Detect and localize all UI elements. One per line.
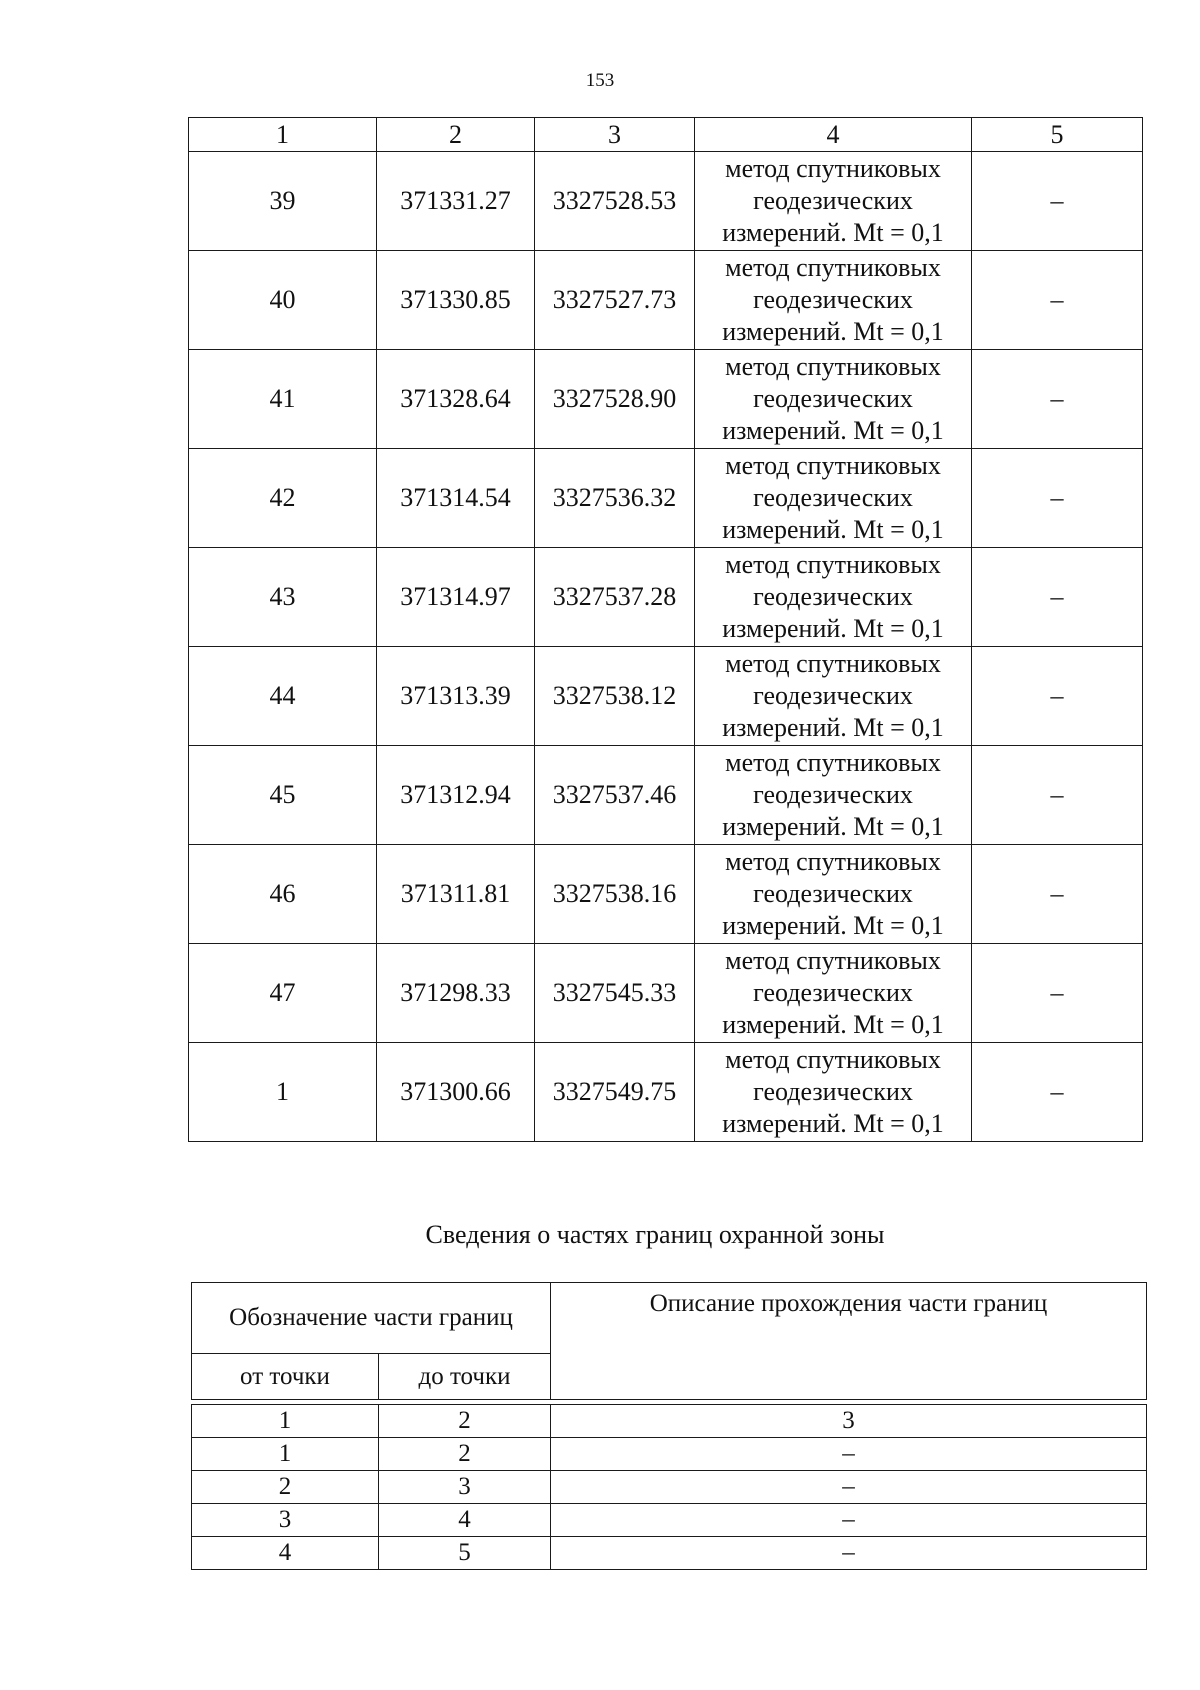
table-row: [189, 251, 1143, 350]
method-cell: [695, 1043, 972, 1142]
x-coordinate: 371311.81: [377, 845, 535, 944]
x-coordinate: 371331.27: [377, 152, 535, 251]
note-cell: –: [972, 449, 1143, 548]
note-cell: –: [972, 1043, 1143, 1142]
to-point: 5: [379, 1537, 551, 1570]
y-coordinate: 3327549.75: [535, 1043, 695, 1142]
description-header: Описание прохождения части границ: [551, 1283, 1147, 1400]
description-cell: –: [551, 1438, 1147, 1471]
to-point: 4: [379, 1504, 551, 1537]
column-number: 1: [189, 118, 377, 152]
method-line: измерений. Mt = 0,1: [722, 812, 944, 841]
method-cell: [695, 944, 972, 1043]
table-row: [189, 350, 1143, 449]
method-cell: [695, 647, 972, 746]
y-coordinate: 3327538.16: [535, 845, 695, 944]
from-point: 2: [192, 1471, 379, 1504]
description-cell: –: [551, 1471, 1147, 1504]
point-number: 41: [189, 350, 377, 449]
y-coordinate: 3327537.28: [535, 548, 695, 647]
column-number: 2: [379, 1405, 551, 1438]
method-cell: [695, 548, 972, 647]
boundary-parts-table: [191, 1282, 1147, 1570]
point-number: 46: [189, 845, 377, 944]
from-point: 4: [192, 1537, 379, 1570]
method-line: измерений. Mt = 0,1: [722, 317, 944, 346]
table-row: [192, 1504, 1147, 1537]
method-line: измерений. Mt = 0,1: [722, 614, 944, 643]
method-line: геодезических: [753, 582, 913, 611]
method-cell: [695, 350, 972, 449]
method-cell: [695, 746, 972, 845]
table-row: [189, 944, 1143, 1043]
method-cell: [695, 251, 972, 350]
method-line: измерений. Mt = 0,1: [722, 911, 944, 940]
table-row: [189, 548, 1143, 647]
note-cell: –: [972, 647, 1143, 746]
x-coordinate: 371328.64: [377, 350, 535, 449]
y-coordinate: 3327538.12: [535, 647, 695, 746]
method-line: геодезических: [753, 483, 913, 512]
table-row: [189, 152, 1143, 251]
point-number: 39: [189, 152, 377, 251]
point-number: 40: [189, 251, 377, 350]
point-number: 43: [189, 548, 377, 647]
column-number-row: [192, 1405, 1147, 1438]
note-cell: –: [972, 251, 1143, 350]
column-number: 5: [972, 118, 1143, 152]
page-number: 153: [585, 70, 615, 91]
table-row: [189, 647, 1143, 746]
point-number: 1: [189, 1043, 377, 1142]
note-cell: –: [972, 845, 1143, 944]
from-point-header: от точки: [192, 1354, 379, 1400]
method-line: геодезических: [753, 285, 913, 314]
table-row: [189, 1043, 1143, 1142]
method-line: метод спутниковых: [725, 253, 941, 282]
method-cell: [695, 449, 972, 548]
x-coordinate: 371300.66: [377, 1043, 535, 1142]
method-line: измерений. Mt = 0,1: [722, 416, 944, 445]
to-point: 2: [379, 1438, 551, 1471]
y-coordinate: 3327528.53: [535, 152, 695, 251]
method-line: геодезических: [753, 384, 913, 413]
method-line: геодезических: [753, 780, 913, 809]
from-point: 1: [192, 1438, 379, 1471]
point-number: 42: [189, 449, 377, 548]
method-line: метод спутниковых: [725, 748, 941, 777]
coordinates-table: [188, 117, 1143, 1142]
method-line: метод спутниковых: [725, 946, 941, 975]
description-cell: –: [551, 1504, 1147, 1537]
method-line: геодезических: [753, 978, 913, 1007]
from-point: 3: [192, 1504, 379, 1537]
column-number: 4: [695, 118, 972, 152]
point-number: 47: [189, 944, 377, 1043]
table-header-row: [189, 118, 1143, 152]
method-line: геодезических: [753, 1077, 913, 1106]
y-coordinate: 3327536.32: [535, 449, 695, 548]
method-line: геодезических: [753, 879, 913, 908]
table-row: [189, 746, 1143, 845]
column-number: 2: [377, 118, 535, 152]
table-row: [192, 1471, 1147, 1504]
designation-header: Обозначение части границ: [192, 1283, 551, 1354]
method-line: измерений. Mt = 0,1: [722, 515, 944, 544]
method-line: измерений. Mt = 0,1: [722, 1010, 944, 1039]
method-line: метод спутниковых: [725, 649, 941, 678]
method-line: измерений. Mt = 0,1: [722, 1109, 944, 1138]
description-cell: –: [551, 1537, 1147, 1570]
note-cell: –: [972, 350, 1143, 449]
method-line: геодезических: [753, 681, 913, 710]
note-cell: –: [972, 746, 1143, 845]
table-row: [189, 845, 1143, 944]
table-row: [192, 1438, 1147, 1471]
method-line: метод спутниковых: [725, 847, 941, 876]
x-coordinate: 371298.33: [377, 944, 535, 1043]
x-coordinate: 371330.85: [377, 251, 535, 350]
note-cell: –: [972, 548, 1143, 647]
point-number: 45: [189, 746, 377, 845]
y-coordinate: 3327545.33: [535, 944, 695, 1043]
to-point: 3: [379, 1471, 551, 1504]
method-line: измерений. Mt = 0,1: [722, 218, 944, 247]
section-title: Сведения о частях границ охранной зоны: [425, 1220, 885, 1249]
column-number: 3: [535, 118, 695, 152]
x-coordinate: 371313.39: [377, 647, 535, 746]
x-coordinate: 371314.54: [377, 449, 535, 548]
y-coordinate: 3327537.46: [535, 746, 695, 845]
table-header-row: [192, 1283, 1147, 1354]
method-cell: [695, 845, 972, 944]
method-line: метод спутниковых: [725, 154, 941, 183]
method-line: метод спутниковых: [725, 451, 941, 480]
point-number: 44: [189, 647, 377, 746]
method-line: метод спутниковых: [725, 352, 941, 381]
y-coordinate: 3327528.90: [535, 350, 695, 449]
x-coordinate: 371314.97: [377, 548, 535, 647]
table-row: [192, 1537, 1147, 1570]
table-row: [189, 449, 1143, 548]
method-line: измерений. Mt = 0,1: [722, 713, 944, 742]
note-cell: –: [972, 152, 1143, 251]
method-cell: [695, 152, 972, 251]
note-cell: –: [972, 944, 1143, 1043]
y-coordinate: 3327527.73: [535, 251, 695, 350]
method-line: геодезических: [753, 186, 913, 215]
x-coordinate: 371312.94: [377, 746, 535, 845]
method-line: метод спутниковых: [725, 1045, 941, 1074]
column-number: 1: [192, 1405, 379, 1438]
column-number: 3: [551, 1405, 1147, 1438]
to-point-header: до точки: [379, 1354, 551, 1400]
method-line: метод спутниковых: [725, 550, 941, 579]
